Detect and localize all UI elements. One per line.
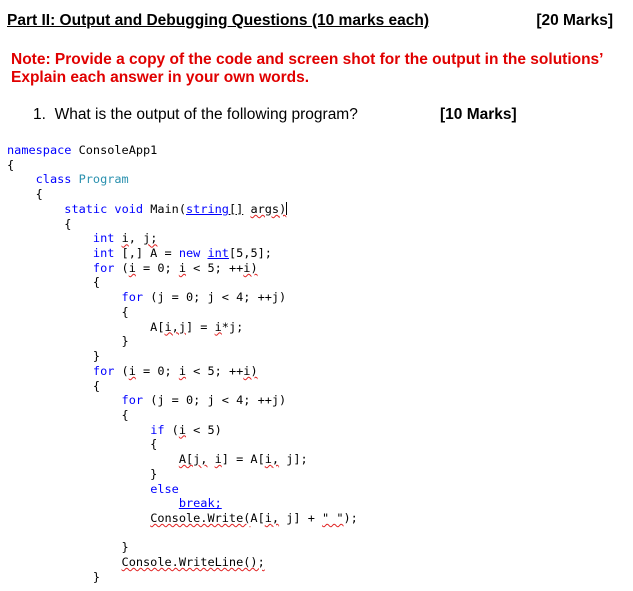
code-token: { — [7, 407, 129, 422]
code-token: (j = 0; j < 4; ++j) — [143, 393, 287, 408]
code-line — [7, 305, 358, 320]
code-token: A[ — [250, 510, 265, 525]
code-token: Console.WriteLine(); — [121, 555, 265, 570]
code-line — [7, 290, 358, 305]
code-token: < 5; ++ — [186, 260, 244, 275]
code-token — [7, 452, 179, 466]
code-token: ] = — [185, 319, 215, 334]
code-token: int — [92, 231, 115, 246]
code-token: A[ — [7, 319, 165, 334]
code-token — [7, 511, 150, 525]
code-line — [7, 511, 358, 526]
code-token — [7, 496, 179, 510]
code-token: i — [214, 452, 222, 467]
code-token: j] + — [279, 510, 323, 525]
code-token: { — [7, 187, 43, 202]
code-token: int — [92, 246, 115, 261]
code-token — [7, 172, 36, 186]
code-token — [7, 290, 122, 304]
code-token: j; — [143, 231, 158, 246]
code-line — [7, 467, 358, 482]
question-number: 1. — [33, 106, 46, 123]
code-token: [,] A = — [114, 246, 179, 261]
code-line — [7, 158, 358, 173]
code-line — [7, 555, 358, 570]
code-token: ConsoleApp1 — [71, 143, 158, 157]
code-token: Program — [78, 172, 129, 187]
code-line — [7, 334, 358, 349]
code-line — [7, 143, 358, 158]
code-line — [7, 187, 358, 202]
code-line — [7, 423, 358, 438]
code-token: i — [128, 260, 136, 275]
code-token: } — [7, 540, 129, 555]
code-token: i) — [243, 363, 258, 378]
code-token: ); — [343, 510, 358, 525]
code-line — [7, 393, 358, 408]
code-token — [207, 452, 214, 466]
code-line — [7, 275, 358, 290]
code-token — [7, 482, 150, 496]
code-token: [] — [228, 201, 244, 216]
code-token: { — [7, 437, 158, 452]
code-token: i — [178, 260, 187, 275]
code-token: Main( — [143, 201, 186, 216]
code-line — [7, 231, 358, 246]
question-1 — [33, 106, 358, 124]
code-token: i) — [243, 260, 258, 275]
code-token: { — [7, 157, 15, 172]
code-token: static — [64, 201, 108, 216]
code-line — [7, 261, 358, 276]
code-token: , — [128, 231, 144, 246]
code-listing — [7, 143, 358, 585]
code-token: string — [186, 201, 229, 216]
code-line — [7, 496, 358, 511]
code-token: int — [207, 246, 229, 261]
code-line — [7, 452, 358, 467]
code-line — [7, 437, 358, 452]
code-token — [7, 393, 122, 407]
code-token: i, — [264, 510, 280, 525]
part-marks: [20 Marks] — [536, 12, 613, 29]
code-token: if — [150, 422, 165, 437]
note-line-1: Note: Provide a copy of the code and screen shot for the output in the solutions’ — [11, 51, 604, 68]
code-token: i — [128, 363, 136, 378]
code-token — [7, 364, 93, 378]
code-token — [114, 231, 121, 245]
code-line — [7, 379, 358, 394]
code-line — [7, 570, 358, 585]
code-token: ( — [114, 260, 129, 275]
code-token — [7, 261, 93, 275]
code-line — [7, 482, 358, 497]
code-token: = 0; — [135, 260, 179, 275]
code-token: for — [121, 393, 144, 408]
code-token: i — [178, 422, 187, 437]
code-token: ] = A[ — [221, 452, 265, 467]
code-token — [7, 423, 150, 437]
code-line — [7, 526, 358, 541]
code-token: else — [150, 481, 179, 496]
code-token: { — [7, 216, 72, 231]
question-marks: [10 Marks] — [440, 106, 517, 123]
code-token: args — [250, 201, 280, 216]
code-token: for — [121, 290, 144, 305]
code-token: i — [214, 319, 222, 334]
text-caret — [286, 202, 287, 215]
code-token — [7, 231, 93, 245]
code-token: } — [7, 349, 101, 364]
code-token: } — [7, 569, 101, 584]
code-line — [7, 349, 358, 364]
question-text: What is the output of the following program? — [54, 106, 358, 123]
code-line — [7, 202, 358, 217]
code-token: < 5) — [186, 422, 222, 437]
code-token: i — [178, 363, 187, 378]
code-token: { — [7, 378, 101, 393]
code-token: = 0; — [135, 363, 179, 378]
code-token: } — [7, 334, 129, 349]
code-token: ) — [279, 201, 287, 216]
code-token: { — [7, 304, 129, 319]
code-token: new — [178, 246, 201, 261]
code-token: break; — [178, 496, 222, 511]
code-token: i, — [264, 452, 280, 467]
code-token: } — [7, 466, 158, 481]
code-token: " " — [322, 510, 344, 525]
code-token: { — [7, 275, 101, 290]
code-line — [7, 320, 358, 335]
code-token — [71, 172, 78, 186]
code-token: void — [114, 201, 144, 216]
code-line — [7, 408, 358, 423]
code-line — [7, 364, 358, 379]
code-token: for — [92, 363, 115, 378]
code-token: A[j, — [178, 452, 208, 467]
code-token — [7, 555, 122, 569]
code-line — [7, 217, 358, 232]
code-line — [7, 540, 358, 555]
code-token: i,j — [164, 319, 186, 334]
code-token: *j; — [221, 319, 244, 334]
note-line-2: Explain each answer in your own words. — [11, 69, 310, 86]
code-token: i — [121, 231, 129, 246]
code-token: (j = 0; j < 4; ++j) — [143, 290, 287, 305]
code-token: ( — [114, 363, 129, 378]
part-title: Part II: Output and Debugging Questions (10 marks each) — [7, 12, 430, 29]
code-token: < 5; ++ — [186, 363, 244, 378]
code-token: j]; — [279, 452, 308, 467]
code-token: namespace — [7, 143, 72, 157]
code-line — [7, 246, 358, 261]
code-token — [7, 202, 64, 216]
code-token: [5,5]; — [228, 246, 272, 261]
code-token: ( — [164, 422, 179, 437]
code-token: class — [35, 172, 72, 187]
code-token: Console.Write( — [150, 510, 251, 525]
code-token — [7, 246, 93, 260]
code-line — [7, 172, 358, 187]
code-token: for — [92, 260, 115, 275]
